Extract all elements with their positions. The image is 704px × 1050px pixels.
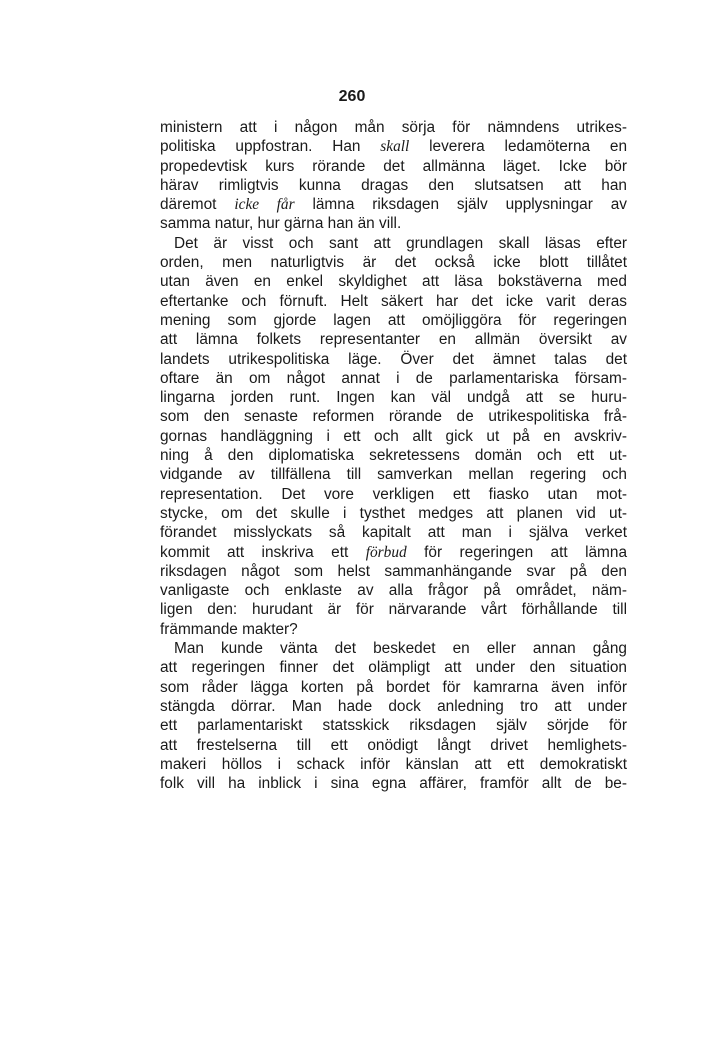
text-line (160, 427, 627, 446)
text-run: eftertanke och förnuft. Helt säkert har det icke varit deras (160, 292, 627, 310)
text-line (160, 581, 627, 600)
text-line (160, 716, 627, 735)
emphasized-word: skall (380, 138, 410, 156)
text-run: främmande makter? (160, 620, 298, 638)
text-line (160, 157, 627, 176)
text-line (160, 272, 627, 291)
text-run: Man kunde vänta det beskedet en eller annan gång (174, 640, 627, 658)
text-line (160, 485, 627, 504)
text-run: stycke, om det skulle i tysthet medges att planen vid ut- (160, 504, 627, 522)
text-run: ministern att i någon mån sörja för nämndens utrikes- (160, 119, 627, 136)
text-run: utan även en enkel skyldighet att läsa bokstäverna med (160, 273, 627, 291)
text-line (160, 214, 627, 233)
text-run: representation. Det vore verkligen ett fiasko utan mot- (160, 485, 627, 503)
text-run: lämna riksdagen själv upplysningar av (294, 196, 627, 214)
text-run: makeri höllos i schack inför känslan att ett demokratiskt (160, 755, 627, 773)
text-line (160, 446, 627, 465)
paragraph (160, 234, 627, 639)
text-run: som den senaste reformen rörande de utrikespolitiska frå- (160, 408, 627, 426)
page-number: 260 (338, 88, 366, 105)
text-run: riksdagen något som helst sammanhängande svar på den (160, 562, 627, 580)
text-line (160, 697, 627, 716)
text-line (160, 658, 627, 677)
text-line (160, 311, 627, 330)
text-run: ning å den diplomatiska sekretessens domän och ett ut- (160, 447, 627, 465)
text-run: stängda dörrar. Man hade dock anledning tro att under (160, 697, 627, 715)
text-run: vanligaste och enklaste av alla frågor på området, näm- (160, 582, 627, 600)
text-run: att regeringen finner det olämpligt att under den situation (160, 659, 627, 677)
text-line (160, 369, 627, 388)
text-line (160, 350, 627, 369)
text-line (160, 678, 627, 697)
emphasized-word: icke får (234, 196, 295, 214)
text-run: härav rimligtvis kunna dragas den slutsatsen att han (160, 176, 627, 194)
text-run: mening som gjorde lagen att omöjliggöra för regeringen (160, 311, 627, 329)
text-line (160, 234, 627, 253)
text-line (160, 620, 627, 639)
text-run: samma natur, hur gärna han än vill. (160, 215, 402, 233)
text-run: politiska uppfostran. Han (160, 138, 381, 156)
body-text (160, 118, 627, 793)
text-run: kommit att inskriva ett (160, 543, 366, 561)
text-line (160, 195, 627, 214)
paragraph (160, 639, 627, 793)
text-line (160, 736, 627, 755)
emphasized-word: förbud (365, 543, 407, 561)
text-run: däremot (160, 196, 235, 214)
text-run: att lämna folkets representanter en allmän översikt av (160, 331, 627, 349)
text-line (160, 755, 627, 774)
text-line (160, 523, 627, 542)
text-line (160, 504, 627, 523)
text-run: folk vill ha inblick i sina egna affärer, framför allt de be- (160, 775, 627, 793)
text-line (160, 388, 627, 407)
text-run: Det är visst och sant att grundlagen skall läsas efter (174, 234, 627, 252)
text-line (160, 137, 627, 156)
text-run: som råder lägga korten på bordet för kamrarna även inför (160, 678, 627, 696)
text-run: att frestelserna till ett onödigt långt drivet hemlighets- (160, 736, 627, 754)
text-run: propedevtisk kurs rörande det allmänna läget. Icke bör (160, 157, 627, 175)
text-line (160, 253, 627, 272)
text-run: ligen den: hurudant är för närvarande vårt förhållande till (160, 601, 627, 619)
text-line (160, 639, 627, 658)
text-run: oftare än om något annat i de parlamentariska försam- (160, 369, 627, 387)
text-line (160, 465, 627, 484)
text-line (160, 176, 627, 195)
text-line (160, 600, 627, 619)
text-run: landets utrikespolitiska läge. Över det ämnet talas det (160, 350, 627, 368)
text-run: förandet misslyckats så kapitalt att man i själva verket (160, 524, 627, 542)
text-line (160, 330, 627, 349)
text-line (160, 292, 627, 311)
text-run: orden, men naturligtvis är det också icke blott tillåtet (160, 254, 627, 272)
text-line (160, 118, 627, 137)
text-run: ett parlamentariskt statsskick riksdagen själv sörjde för (160, 717, 627, 735)
paragraph (160, 118, 627, 234)
text-run: gornas handläggning i ett och allt gick ut på en avskriv- (160, 427, 627, 445)
text-run: vidgande av tillfällena till samverkan mellan regering och (160, 466, 627, 484)
text-run: lingarna jorden runt. Ingen kan väl undgå att se huru- (160, 389, 627, 407)
text-line (160, 543, 627, 562)
text-line (160, 407, 627, 426)
text-line (160, 774, 627, 793)
text-run: leverera ledamöterna en (409, 138, 628, 156)
text-run: för regeringen att lämna (406, 543, 628, 561)
text-line (160, 562, 627, 581)
